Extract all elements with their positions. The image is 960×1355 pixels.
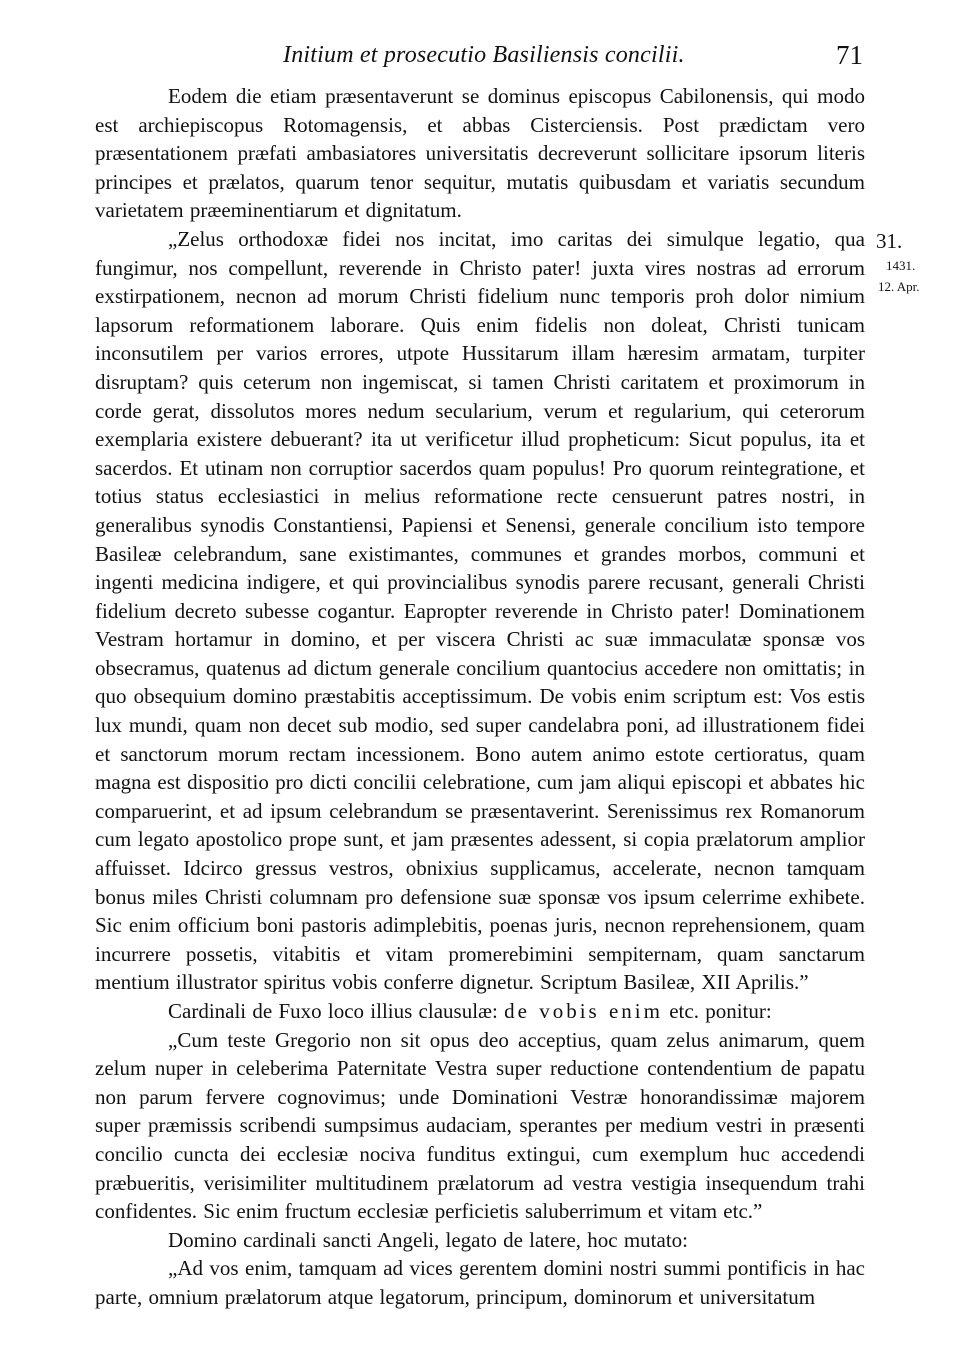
- page-number: 71: [836, 40, 863, 70]
- margin-section-number: 31.: [876, 229, 903, 253]
- margin-date: 12. Apr.: [878, 279, 920, 294]
- paragraph: Eodem die etiam præsentaverunt se dominus episcopus Cabilonensis, qui modo est archiepiscopus Rotomagensis, et abbas Cisterciensis. Post prædictam vero præsentationem præfati ambasiatores universitatis decreverunt sollicitare ipsorum literis principes et prælatos, quarum tenor sequitur, mutatis quibusdam et variatis secundum varietatem præeminentiarum et dignitatum.: [95, 84, 865, 223]
- body-text: [95, 82, 865, 1312]
- instruction-text-end: etc. ponitur:: [662, 999, 772, 1023]
- margin-year: 1431.: [886, 258, 916, 273]
- spaced-phrase: de vobis enim: [504, 999, 663, 1023]
- page-header: [95, 38, 865, 74]
- paragraph-quote-2: „Ad vos enim, tamquam ad vices gerentem domini nostri summi pontificis in hac parte, omnium prælatorum atque legatorum, principum, dominorum et universitatum: [95, 1256, 865, 1309]
- paragraph-letter: „Zelus orthodoxæ fidei nos incitat, imo caritas dei simulque legatio, qua fungimur, nos compellunt, reverende in Christo pater! juxta vires nostras ad errorum exstirpationem, necnon ad morum Christi fidelium nunc temporis proh dolor nimium lapsorum reformationem laborare. Quis enim fidelis non doleat, Christi tunicam inconsutilem per varios errores, utpote Hussitarum illam hæresim armatam, turpiter disruptam? quis ceterum non ingemiscat, si tamen Christi caritatem et proximorum in corde gerat, dissolutos mores nedum secularium, verum et regularium, qui ceterorum exemplaria existere debuerant? ita ut verificetur illud propheticum: Sicut populus, ita et sacerdos. Et utinam non corruptior sacerdos quam populus! Pro quorum reintegratione, et totius status ecclesiastici in melius reformatione recte censuerunt patres nostri, in generalibus synodis Constantiensi, Papiensi et Senensi, generale concilium isto tempore Basileæ celebrandum, sane existimantes, communes et grandes morbos, communi et ingenti medicina indigere, et qui provincialibus synodis parere recusant, generali Christi fidelium decreto subesse cogantur. Eapropter reverende in Christo pater! Dominationem Vestram hortamur in domino, et per viscera Christi ac suæ immaculatæ sponsæ vos obsecramus, quatenus ad dictum generale concilium quantocius accedere non omittatis; in quo obsequium domino præstabitis acceptissimum. De vobis enim scriptum est: Vos estis lux mundi, quam non decet sub modio, sed super candelabra poni, ad illustrationem fidei et sanctorum morum rectam incessionem. Bono autem animo estote certioratus, quam magna est dispositio pro dicti concilii celebratione, cum jam aliqui episcopi et abbates hic comparuerint, et ad ipsum celebrandum se præsentaverint. Serenissimus rex Romanorum cum legato apostolico prope sunt, et jam præsentes adessent, si copia prælatorum amplior affuisset. Idcirco gressus vestros, obnixius supplicamus, accelerate, necnon tamquam bonus miles Christi columnam pro defensione suæ sponsæ vos ipsum celerrime exhibete. Sic enim officium boni pastoris adimplebitis, poenas juris, necnon reprehensionem, quam incurrere possetis, vitabitis et vitam promerebimini sempiternam, quam sanctarum mentium illustrator spiritus vobis conferre dignetur. Scriptum Basileæ, XII Aprilis.”: [95, 226, 865, 995]
- paragraph-instruction-2: Domino cardinali sancti Angeli, legato de latere, hoc mutato:: [168, 1227, 689, 1252]
- paragraph-instruction: [95, 997, 865, 1026]
- paragraph-quote: „Cum teste Gregorio non sit opus deo acceptius, quam zelus animarum, quem zelum nuper in celeberima Paternitate Vestra super reductione contendentium de papatu non parum fervere cognovimus; unde Dominationi Vestræ honorandissimæ majorem super præmissis scribendi sumpsimus audaciam, sperantes per medium vestri in præsenti concilio cuncta dei ecclesiæ nociva funditus extingui, cum exemplum huc accedendi præbueritis, verisimiliter multitudinem prælatorum ad vestra vestigia insequendum trahi confidentes. Sic enim fructum ecclesiæ perficietis saluberrimum et vitam etc.”: [95, 1027, 865, 1224]
- running-title: Initium et prosecutio Basiliensis concilii.: [283, 42, 685, 68]
- instruction-text: Cardinali de Fuxo loco illius clausulæ:: [168, 999, 505, 1023]
